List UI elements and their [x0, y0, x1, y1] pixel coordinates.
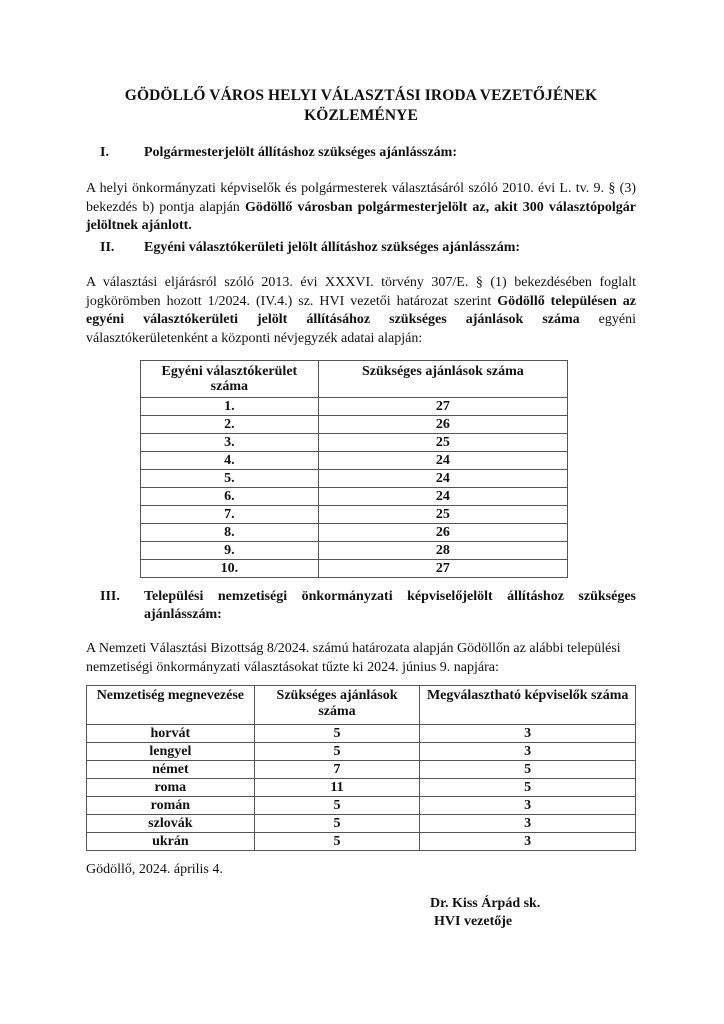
district-cell: 5.	[141, 470, 319, 488]
table-row	[141, 506, 568, 524]
table-row	[141, 488, 568, 506]
section-2-bold-text: Gödöllő településen az egyéni választókerületi jelölt állításához szükséges ajánlások száma	[86, 293, 636, 327]
table-row	[87, 743, 636, 761]
signature-name: Dr. Kiss Árpád sk.	[430, 896, 541, 911]
recommendations-cell: 25	[318, 506, 567, 524]
section-2-text-1: A választási eljárásról szóló 2013. évi XXXVI. törvény 307/E. § (1) bekezdésében foglalt jogkörömben hozott 1/2024. (IV.4.) sz. HVI vezetői határozat szerint	[86, 275, 636, 309]
nationality-cell: lengyel	[87, 743, 255, 761]
district-cell: 9.	[141, 542, 319, 560]
signature-role: HVI vezetője	[434, 914, 513, 929]
nationality-cell: román	[87, 797, 255, 815]
section-1-number: I.	[100, 145, 109, 160]
recommendations-cell: 7	[254, 761, 420, 779]
representatives-cell: 3	[420, 815, 636, 833]
table-row	[141, 560, 568, 578]
section-1-title: Polgármesterjelölt állításhoz szükséges ajánlásszám:	[144, 145, 457, 160]
table-row	[141, 434, 568, 452]
district-cell: 4.	[141, 452, 319, 470]
recommendations-cell: 24	[318, 470, 567, 488]
nationality-cell: roma	[87, 779, 255, 797]
table-row	[87, 725, 636, 743]
table-header-row	[87, 686, 636, 725]
district-cell: 8.	[141, 524, 319, 542]
section-2-number: II.	[100, 240, 115, 255]
table-row	[141, 524, 568, 542]
representatives-cell: 5	[420, 761, 636, 779]
representatives-cell: 3	[420, 725, 636, 743]
section-1-bold-text: Gödöllő városban polgármesterjelölt az, akit 300 választópolgár jelöltnek ajánlott.	[86, 199, 636, 233]
table-row	[87, 761, 636, 779]
document-title	[86, 86, 636, 126]
column-header-nationality: Nemzetiség megnevezése	[87, 686, 255, 725]
section-2-heading	[100, 239, 520, 257]
table-row	[141, 542, 568, 560]
table-row	[87, 833, 636, 851]
section-3-heading	[100, 588, 636, 624]
section-1-paragraph	[86, 180, 636, 236]
nationality-cell: német	[87, 761, 255, 779]
section-3-number: III.	[100, 589, 120, 604]
section-2-text-2: egyéni választókerületenként a központi névjegyzék adatai alapján:	[86, 312, 636, 346]
representatives-cell: 3	[420, 833, 636, 851]
section-3-paragraph: A Nemzeti Választási Bizottság 8/2024. számú határozata alapján Gödöllőn az alábbi települési nemzetiségi önkormányzati választásokat tűzte ki 2024. június 9. napjára:	[86, 641, 621, 675]
table-row	[87, 797, 636, 815]
recommendations-cell: 26	[318, 524, 567, 542]
table-row	[141, 470, 568, 488]
title-line-2: KÖZLEMÉNYE	[304, 107, 418, 124]
recommendations-cell: 5	[254, 743, 420, 761]
table-row	[87, 815, 636, 833]
recommendations-cell: 5	[254, 815, 420, 833]
table-row	[141, 452, 568, 470]
table-header-row	[141, 361, 568, 398]
district-cell: 10.	[141, 560, 319, 578]
nationality-cell: horvát	[87, 725, 255, 743]
nationality-cell: ukrán	[87, 833, 255, 851]
recommendations-cell: 11	[254, 779, 420, 797]
column-header-district: Egyéni választókerület száma	[141, 361, 319, 398]
representatives-cell: 3	[420, 743, 636, 761]
column-header-representatives: Megválasztható képviselők száma	[420, 686, 636, 725]
column-header-recommendations: Szükséges ajánlások száma	[318, 361, 567, 398]
table-row	[141, 416, 568, 434]
recommendations-cell: 26	[318, 416, 567, 434]
district-recommendations-table	[140, 360, 568, 578]
district-cell: 3.	[141, 434, 319, 452]
section-2-paragraph	[86, 274, 636, 348]
recommendations-cell: 24	[318, 488, 567, 506]
section-1-heading	[100, 144, 457, 162]
district-cell: 1.	[141, 398, 319, 416]
section-3-title: Települési nemzetiségi önkormányzati képviselőjelölt állításhoz szükséges ajánlásszám:	[144, 589, 636, 622]
table-row	[87, 779, 636, 797]
nationality-cell: szlovák	[87, 815, 255, 833]
section-2-title: Egyéni választókerületi jelölt állításhoz szükséges ajánlásszám:	[144, 240, 521, 255]
place-and-date: Gödöllő, 2024. április 4.	[86, 862, 223, 877]
representatives-cell: 5	[420, 779, 636, 797]
district-cell: 7.	[141, 506, 319, 524]
district-cell: 2.	[141, 416, 319, 434]
district-cell: 6.	[141, 488, 319, 506]
table-row	[141, 398, 568, 416]
nationality-recommendations-table	[86, 685, 636, 851]
recommendations-cell: 24	[318, 452, 567, 470]
recommendations-cell: 27	[318, 398, 567, 416]
recommendations-cell: 5	[254, 797, 420, 815]
recommendations-cell: 25	[318, 434, 567, 452]
recommendations-cell: 27	[318, 560, 567, 578]
column-header-recommendations: Szükséges ajánlások száma	[254, 686, 420, 725]
recommendations-cell: 5	[254, 833, 420, 851]
title-line-1: GÖDÖLLŐ VÁROS HELYI VÁLASZTÁSI IRODA VEZETŐJÉNEK	[124, 87, 598, 104]
representatives-cell: 3	[420, 797, 636, 815]
section-1-text: A helyi önkormányzati képviselők és polgármesterek választásáról szóló 2010. évi L. tv. 9. § (3) bekezdés b) pontja alapján	[86, 181, 636, 215]
recommendations-cell: 28	[318, 542, 567, 560]
recommendations-cell: 5	[254, 725, 420, 743]
